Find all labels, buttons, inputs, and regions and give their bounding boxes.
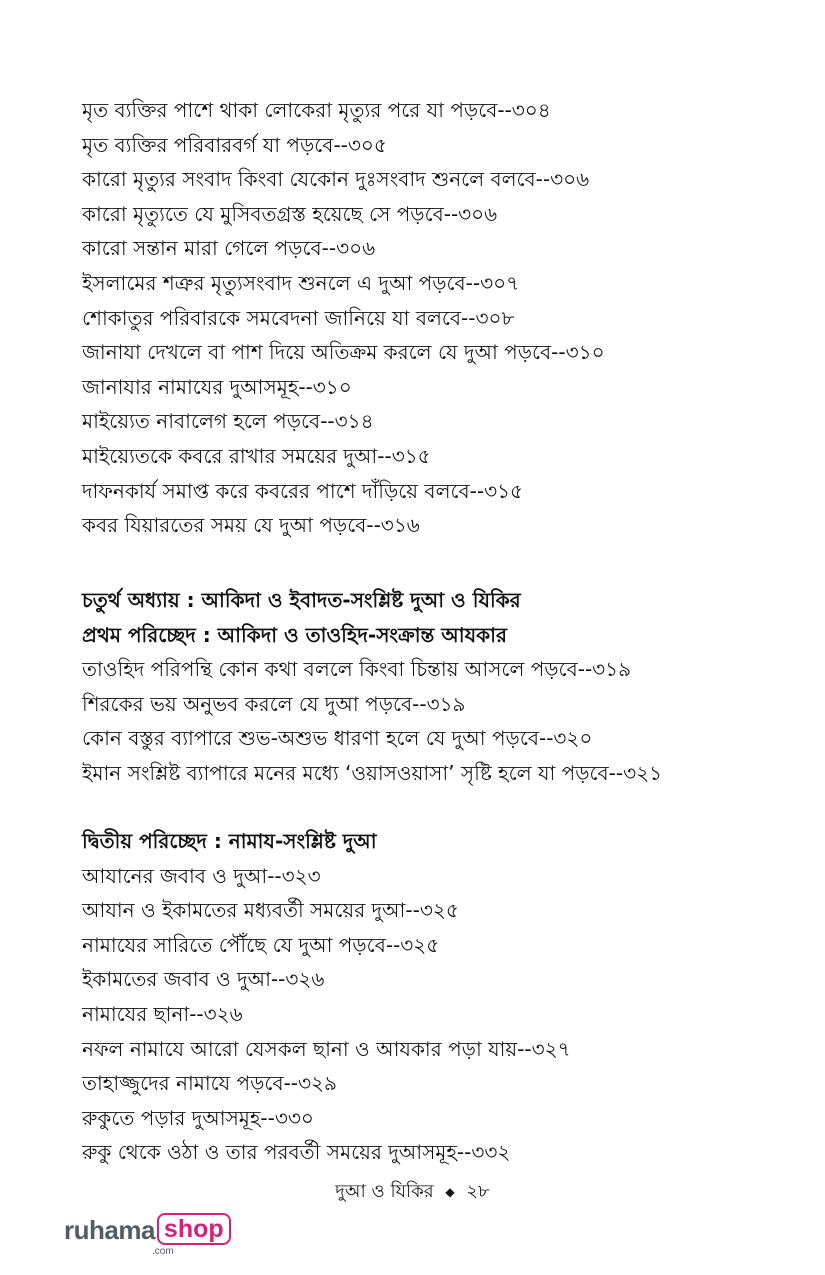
watermark-logo — [64, 1213, 231, 1257]
toc-entry: মৃত ব্যক্তির পরিবারবর্গ যা পড়বে--৩০৫ — [82, 132, 387, 157]
diamond-separator-icon: ◆ — [445, 1185, 455, 1199]
toc-entry: আযান ও ইকামতের মধ্যবর্তী সময়ের দুআ--৩২৫ — [82, 898, 459, 923]
toc-entry: আযানের জবাব ও দুআ--৩২৩ — [82, 863, 321, 888]
toc-entry: শিরকের ভয় অনুভব করলে যে দুআ পড়বে--৩১৯ — [82, 691, 466, 716]
toc-entry: তাওহিদ পরিপন্থি কোন কথা বললে কিংবা চিন্তায় আসলে পড়বে--৩১৯ — [82, 657, 632, 682]
section-heading: দ্বিতীয় পরিচ্ছেদ : নামায-সংশ্লিষ্ট দুআ — [82, 829, 377, 853]
toc-entry: ইসলামের শত্রুর মৃত্যুসংবাদ শুনলে এ দুআ পড়বে--৩০৭ — [82, 270, 520, 295]
toc-entry: কারো মৃত্যুতে যে মুসিবতগ্রস্ত হয়েছে সে পড়বে--৩০৬ — [82, 201, 498, 226]
toc-section-2 — [82, 583, 782, 791]
toc-entry: রুকু থেকে ওঠা ও তার পরবর্তী সময়ের দুআসমূহ--৩৩২ — [82, 1140, 511, 1165]
section-heading: প্রথম পরিচ্ছেদ : আকিদা ও তাওহিদ-সংক্রান্ত আযকার — [82, 622, 507, 647]
toc-entry: মাইয়্যেতকে কবরে রাখার সময়ের দুআ--৩১৫ — [82, 443, 431, 468]
toc-entry: কারো সন্তান মারা গেলে পড়বে--৩০৬ — [82, 236, 376, 261]
page-number: ২৮ — [466, 1181, 490, 1202]
chapter-heading: চতুর্থ অধ্যায় : আকিদা ও ইবাদত-সংশ্লিষ্ট দুআ ও যিকির — [82, 588, 521, 612]
footer-book-title: দুআ ও যিকির — [335, 1181, 434, 1202]
logo-brand-right: shop — [157, 1213, 231, 1245]
toc-entry: ইকামতের জবাব ও দুআ--৩২৬ — [82, 967, 325, 992]
logo-domain: .com — [152, 1246, 174, 1257]
toc-entry: কোন বস্তুর ব্যাপারে শুভ-অশুভ ধারণা হলে যে দুআ পড়বে--৩২০ — [82, 726, 593, 751]
toc-section-3 — [82, 824, 782, 1170]
logo-brand-left: ruhama — [64, 1215, 155, 1245]
toc-entry: রুকুতে পড়ার দুআসমূহ--৩৩০ — [82, 1105, 314, 1130]
toc-entry: ইমান সংশ্লিষ্ট ব্যাপারে মনের মধ্যে ‘ওয়াসওয়াসা’ সৃষ্টি হলে যা পড়বে--৩২১ — [82, 760, 663, 785]
toc-entry: দাফনকার্য সমাপ্ত করে কবরের পাশে দাঁড়িয়ে বলবে--৩১৫ — [82, 478, 524, 503]
toc-entry: জানাযা দেখলে বা পাশ দিয়ে অতিক্রম করলে যে দুআ পড়বে--৩১০ — [82, 340, 605, 365]
toc-entry: নফল নামাযে আরো যেসকল ছানা ও আযকার পড়া যায়--৩২৭ — [82, 1036, 571, 1061]
toc-section-1 — [82, 93, 782, 543]
toc-entry: কবর যিয়ারতের সময় যে দুআ পড়বে--৩১৬ — [82, 513, 420, 538]
toc-entry: নামাযের সারিতে পৌঁছে যে দুআ পড়বে--৩২৫ — [82, 932, 440, 957]
toc-entry: কারো মৃত্যুর সংবাদ কিংবা যেকোন দুঃসংবাদ শুনলে বলবে--৩০৬ — [82, 167, 590, 192]
page-footer — [0, 1177, 825, 1208]
toc-entry: নামাযের ছানা--৩২৬ — [82, 1001, 243, 1026]
toc-entry: মাইয়্যেত নাবালেগ হলে পড়বে--৩১৪ — [82, 409, 374, 434]
toc-entry: মৃত ব্যক্তির পাশে থাকা লোকেরা মৃত্যুর পরে যা পড়বে--৩০৪ — [82, 98, 551, 122]
toc-entry: জানাযার নামাযের দুআসমূহ--৩১০ — [82, 374, 352, 399]
toc-entry: শোকাতুর পরিবারকে সমবেদনা জানিয়ে যা বলবে--৩০৮ — [82, 305, 515, 330]
toc-entry: তাহাজ্জুদের নামাযে পড়বে--৩২৯ — [82, 1071, 338, 1096]
